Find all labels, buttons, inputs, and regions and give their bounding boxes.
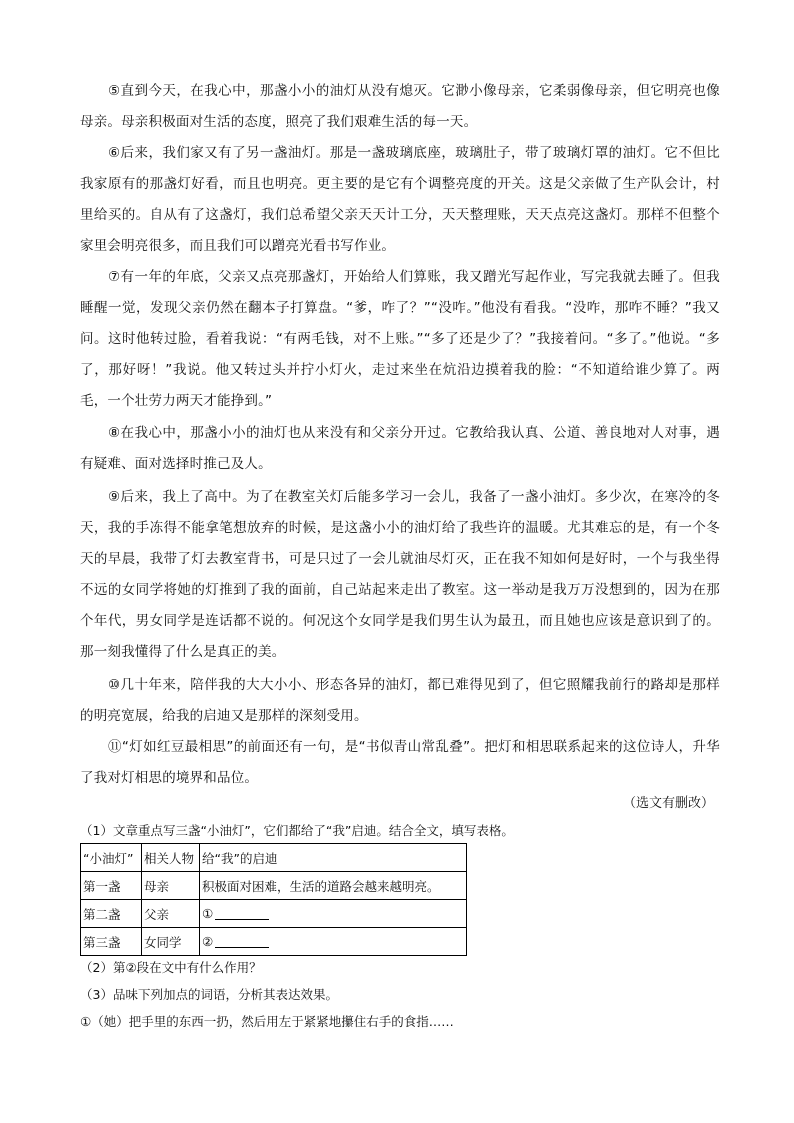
table-cell: 父亲 bbox=[142, 900, 200, 928]
question-3-item: ①（她）把手里的东西一扔，然后用左于紧紧地攥住右手的食指…… bbox=[80, 1014, 454, 1029]
table-cell-blank[interactable] bbox=[200, 900, 467, 928]
table-cell: 积极面对困难，生活的道路会越来越明亮。 bbox=[200, 872, 467, 900]
table-cell: 女同学 bbox=[142, 928, 200, 956]
table-header-cell: 给“我”的启迪 bbox=[200, 844, 467, 872]
table-row bbox=[81, 872, 467, 900]
paragraph-9: ⑨后来，我上了高中。为了在教室关灯后能多学习一会儿，我备了一盏小油灯。多少次，在寒冷的冬天，我的手冻得不能拿笔想放弃的时候，是这盏小小的油灯给了我些许的温暖。尤其难忘的是，有一个冬天的早晨，我带了灯去教室背书，可是只过了一会儿就油尽灯灭，正在我不知如何是好时，一个与我坐得不远的女同学将她的灯推到了我的面前，自己站起来走出了教室。这一举动是我万万没想到的，因为在那个年代，男女同学是连话都不说的。何况这个女同学是我们男生认为最丑，而且她也应该是意识到了的。那一刻我懂得了什么是真正的美。 bbox=[80, 489, 720, 660]
blank-marker: ① bbox=[202, 906, 214, 921]
table-header-cell: “小油灯” bbox=[81, 844, 142, 872]
table-cell: 第三盏 bbox=[81, 928, 142, 956]
table-cell: 母亲 bbox=[142, 872, 200, 900]
table-row bbox=[81, 900, 467, 928]
question-1: （1）文章重点写三盏“小油灯”，它们都给了“我”启迪。结合全文，填写表格。 bbox=[80, 823, 514, 838]
table-cell: 第一盏 bbox=[81, 872, 142, 900]
paragraph-7: ⑦有一年的年底，父亲又点亮那盏灯，开始给人们算账，我又蹭光写起作业，写完我就去睡了。但我睡醒一觉，发现父亲仍然在翻本子打算盘。“爹，咋了？”“没咋。”他没有看我。“没咋，那咋不睡？”我又问。这时他转过脸，看着我说：“有两毛钱，对不上账。”“多了还是少了？”我接着问。“多了。”他说。“多了，那好呀！”我说。他又转过头并拧小灯火，走过来坐在炕沿边摸着我的脸：“不知道给谁少算了。两毛，一个壮劳力两天才能挣到。” bbox=[80, 269, 720, 409]
table-row bbox=[81, 928, 467, 956]
paragraph-5: ⑤直到今天，在我心中，那盏小小的油灯从没有熄灭。它渺小像母亲，它柔弱像母亲，但它明亮也像母亲。母亲积极面对生活的态度，照亮了我们艰难生活的每一天。 bbox=[80, 83, 720, 130]
question-3: （3）品味下列加点的词语，分析其表达效果。 bbox=[80, 987, 338, 1002]
paragraph-10: ⑩几十年来，陪伴我的大大小小、形态各异的油灯，都已难得见到了，但它照耀我前行的路却是那样的明亮宽展，给我的启迪又是那样的深刻受用。 bbox=[80, 677, 720, 724]
paragraph-11: ⑪“灯如红豆最相思”的前面还有一句，是“书似青山常乱叠”。把灯和相思联系起来的这位诗人，升华了我对灯相思的境界和品位。 bbox=[80, 739, 720, 786]
paragraph-8: ⑧在我心中，那盏小小的油灯也从来没有和父亲分开过。它教给我认真、公道、善良地对人对事，遇有疑难、面对选择时推己及人。 bbox=[80, 425, 720, 472]
table-header-row bbox=[81, 844, 467, 872]
source-note: （选文有删改） bbox=[622, 796, 714, 811]
blank-marker: ② bbox=[202, 934, 214, 949]
answer-blank-line[interactable] bbox=[215, 935, 269, 948]
table-header-cell: 相关人物 bbox=[142, 844, 200, 872]
table-cell: 第二盏 bbox=[81, 900, 142, 928]
table-cell-blank[interactable] bbox=[200, 928, 467, 956]
question-2: （2）第②段在文中有什么作用？ bbox=[80, 960, 262, 975]
paragraph-6: ⑥后来，我们家又有了另一盏油灯。那是一盏玻璃底座，玻璃肚子，带了玻璃灯罩的油灯。它不但比我家原有的那盏灯好看，而且也明亮。更主要的是它有个调整亮度的开关。这是父亲做了生产队会计，村里给买的。自从有了这盏灯，我们总希望父亲天天计工分，天天整理账，天天点亮这盏灯。那样不但整个家里会明亮很多，而且我们可以蹭亮光看书写作业。 bbox=[80, 145, 720, 254]
answer-table bbox=[80, 843, 467, 956]
answer-blank-line[interactable] bbox=[215, 907, 269, 920]
